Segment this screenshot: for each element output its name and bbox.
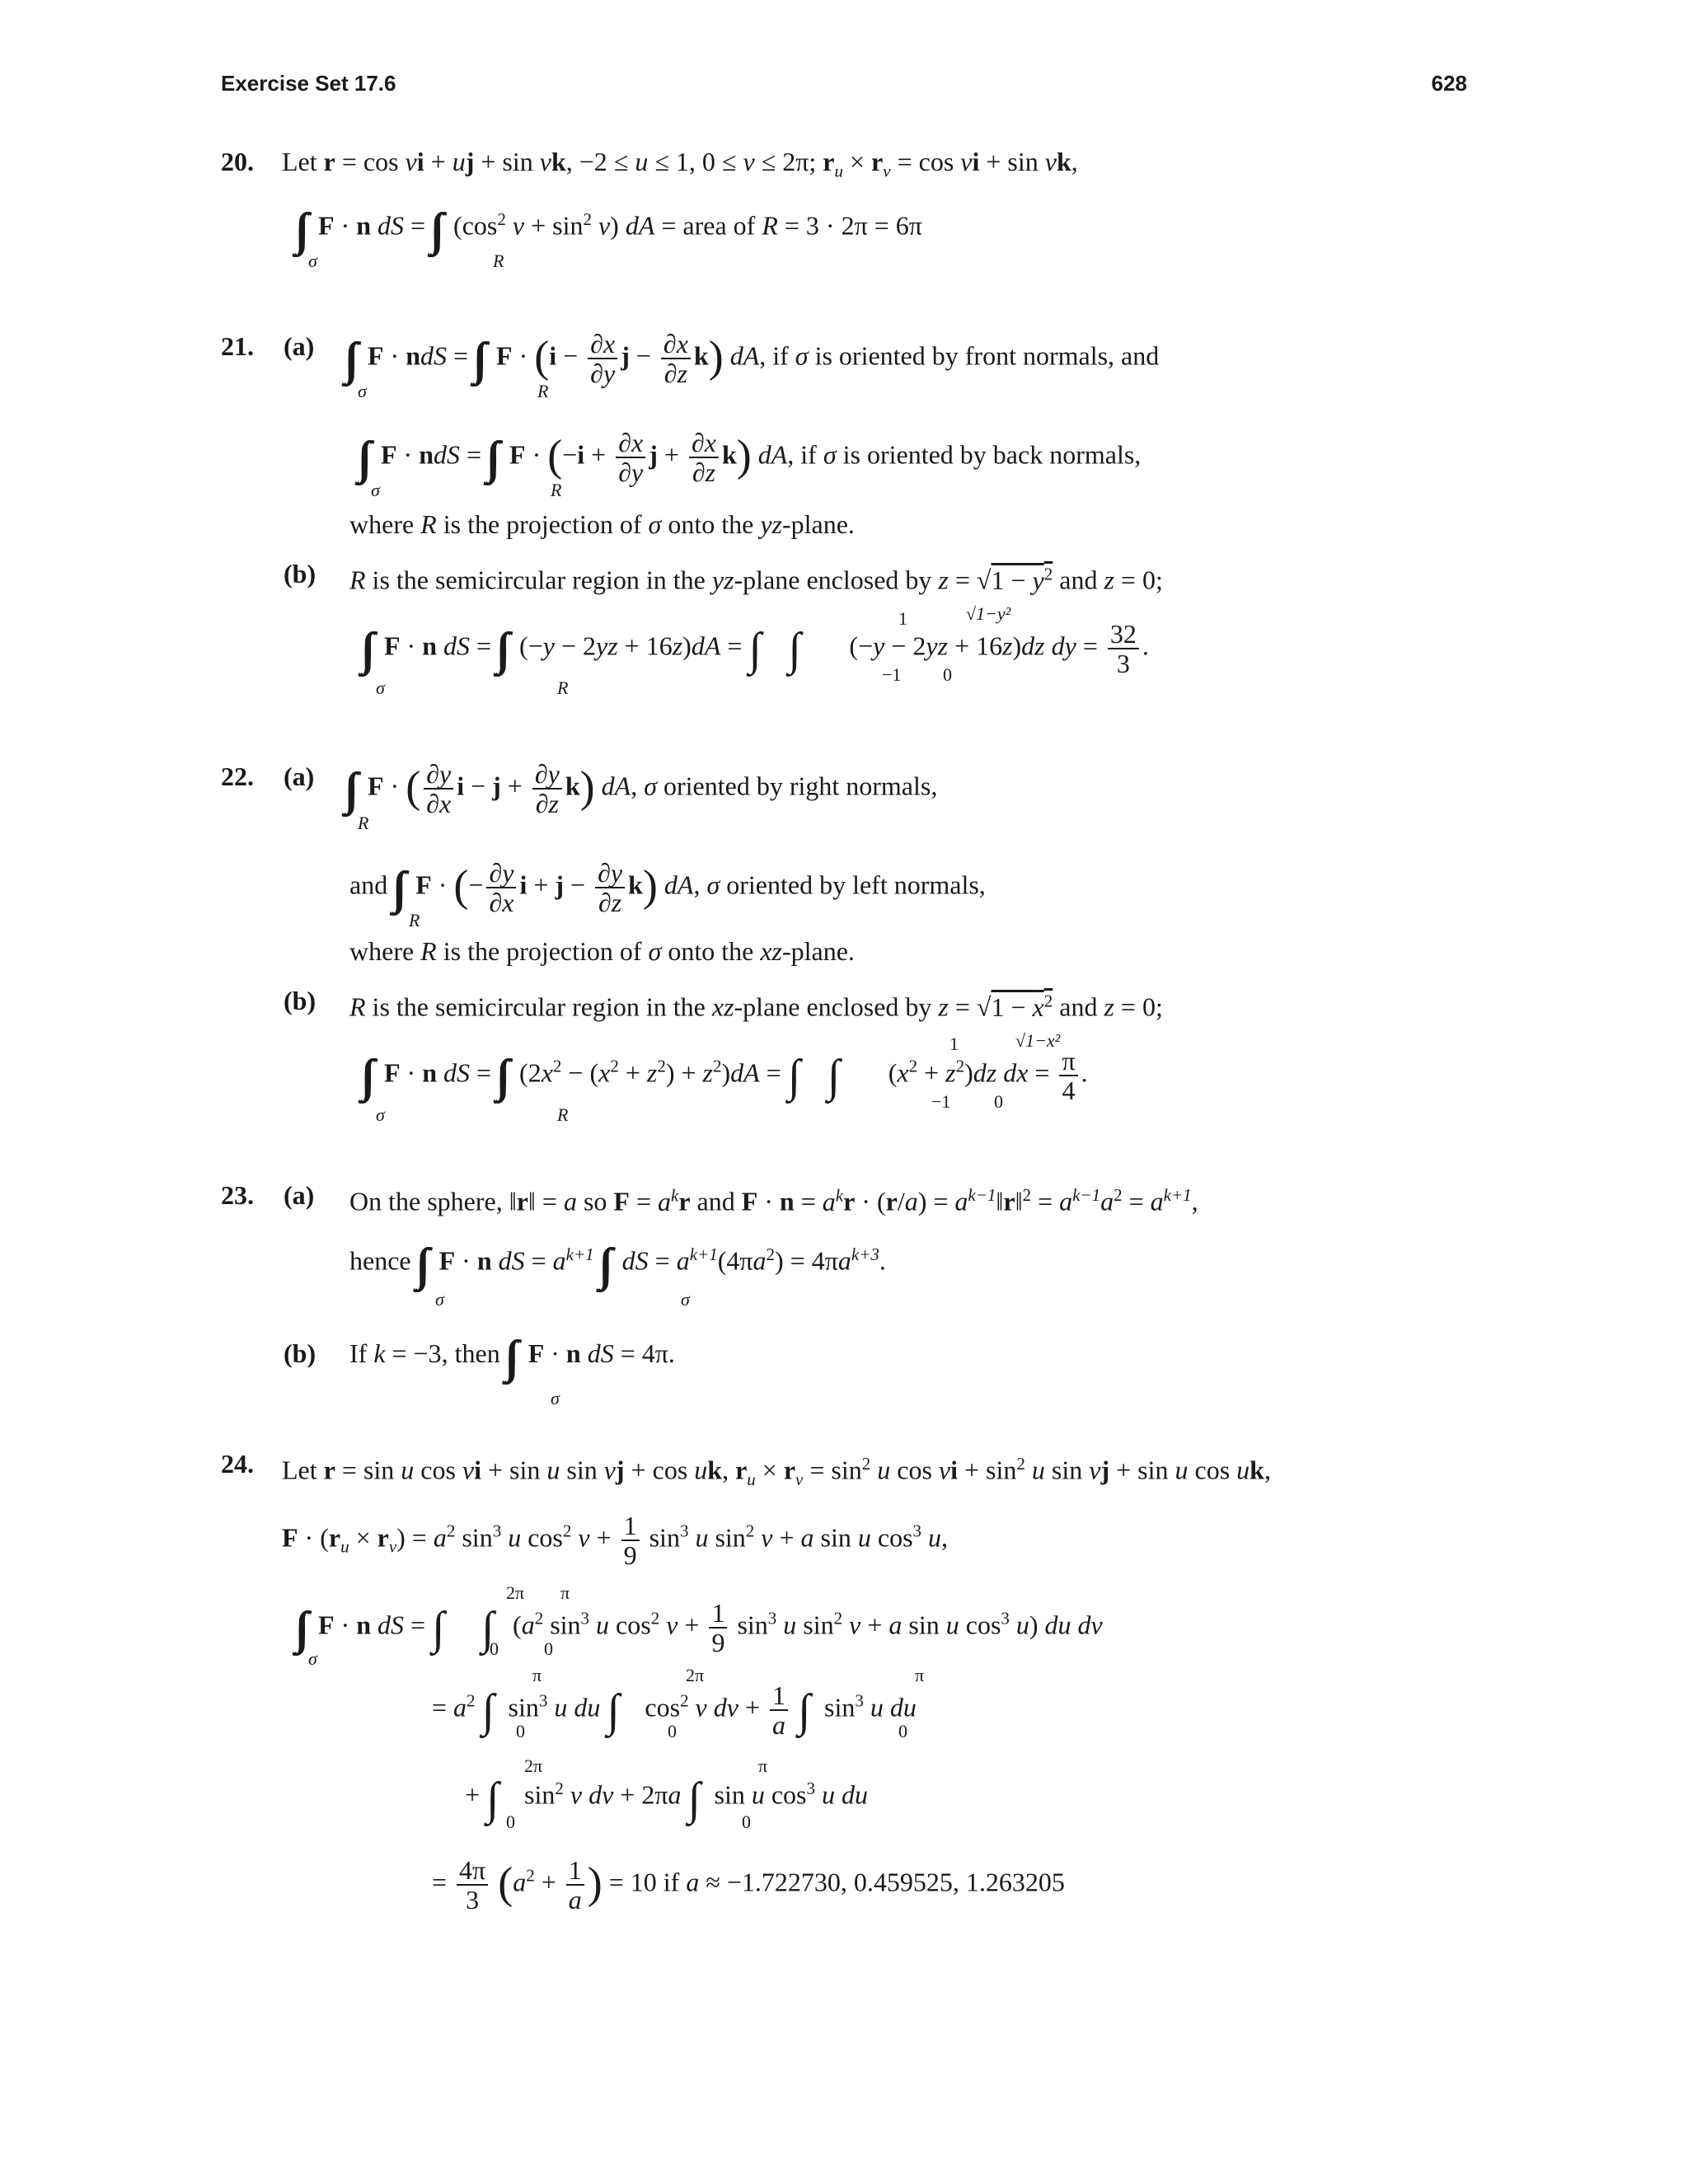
problem-21a-line-3: where R is the projection of σ onto the yz-plane. bbox=[349, 509, 855, 539]
problem-22b-label: (b) bbox=[284, 986, 316, 1015]
problem-23a-line-2: hence F · n dS = $a^{k+1}$ dS = $a^{k+1}(4\pi a^2) = 4\pi a^{k+3}$. bbox=[349, 1244, 886, 1276]
problem-21a-line-1: F · ndS = F · (i − $\frac{\partial x}{\partial y}$ j − $\frac{\partial x}{\partial z}$ k) dA, if σ is oriented by front normals, and bbox=[368, 329, 1160, 388]
problem-22a-label: (a) bbox=[284, 762, 315, 791]
problem-20-number: 20. bbox=[221, 147, 254, 176]
problem-23a-line-1: On the sphere, ‖r‖ = a so $F = a^kr$ and $F \cdot n = a^kr \cdot (r/a)$ = $a^{k-1}‖r‖^2 = a^{k-1}a^2 = a^{k+1}$, bbox=[349, 1185, 1198, 1216]
problem-24-line-4: = $a^2$ $\sin^3 u$ du $\cos^2 v$ dv + $\frac{1}{a}$ $\sin^3 u$ du bbox=[432, 1680, 917, 1740]
problem-22a-line-1: F · ( $\frac{\partial y}{\partial x}$ i − j + $\frac{\partial y}{\partial z}$ k) dA, σ oriented by right normals, bbox=[368, 759, 938, 818]
problem-22-number: 22. bbox=[221, 762, 254, 791]
problem-21b-line-1: R is the semicircular region in the yz-plane enclosed by $z = √1 - y^2$ and z = 0; bbox=[349, 564, 1163, 595]
problem-23b-line-1: If k = −3, then F · n dS = 4π. bbox=[349, 1338, 675, 1368]
problem-24-number: 24. bbox=[221, 1449, 254, 1479]
problem-21a-label: (a) bbox=[284, 331, 315, 361]
problem-22b-line-2: F · n dS = $(2x^2 - (x^2 + z^2) + z^2)dA = (x^2 + z^2)dz$ dx = $\frac{\pi}{4}$ . bbox=[384, 1046, 1088, 1105]
problem-23-number: 23. bbox=[221, 1180, 254, 1210]
problem-22b-line-1: R is the semicircular region in the xz-plane enclosed by $z = √1 - x^2$ and z = 0; bbox=[349, 991, 1163, 1022]
problem-23a-label: (a) bbox=[284, 1180, 315, 1210]
problem-23b-label: (b) bbox=[284, 1338, 316, 1368]
problem-24-line-1: Let r = sin u cos vi + sin u sin vj + cos uk, $r_u \times r_v = \sin^2 u$ cos vi + $\sin^2 u$ sin vj + sin u cos uk, bbox=[282, 1454, 1271, 1490]
problem-21-number: 21. bbox=[221, 331, 254, 361]
problem-20-line-1: Let r = cos vi + uj + sin vk, −2 ≤ u ≤ 1, 0 ≤ v ≤ 2π; $r_u \times r_v = \cos$ vi + sin vk, bbox=[282, 147, 1078, 181]
problem-21b-line-2: F · n dS = (−y − 2yz + 16z)dA = (−y − 2yz + 16z)dz dy = $\frac{32}{3}$ . bbox=[384, 619, 1149, 678]
problem-21a-line-2: F · ndS = F · (−i + $\frac{\partial x}{\partial y}$ j + $\frac{\partial x}{\partial z}$ k) dA, if σ is oriented by back normals, bbox=[381, 428, 1142, 487]
problem-20-line-2: F · n dS = ($\cos^2$ $v + \sin^2 v$) dA = area of R = 3 · 2π = 6π bbox=[318, 209, 922, 241]
problem-24-line-5: + $\sin^2 v$ dv + 2πa sin u $\cos^3 u$ du bbox=[465, 1779, 868, 1810]
problem-22a-line-3: where R is the projection of σ onto the xz-plane. bbox=[349, 936, 855, 966]
problem-24-line-2: $F \cdot (r_u \times r_v) = a^2$ $\sin^3 u$ $\cos^2 v$ + $\frac{1}{9}$ $\sin^3 u$ $\sin^2 v + a$ sin u $\cos^3 u$, bbox=[282, 1511, 949, 1570]
page-number: 628 bbox=[1431, 71, 1467, 96]
problem-21b-label: (b) bbox=[284, 559, 316, 588]
section-title: Exercise Set 17.6 bbox=[221, 71, 396, 96]
problem-22a-line-2: and F · (− $\frac{\partial y}{\partial x}$ i + j − $\frac{\partial y}{\partial z}$ k) dA, σ oriented by left normals, bbox=[349, 858, 986, 917]
problem-24-line-6: = $\frac{4\pi}{3}$ ($a^2$ + $\frac{1}{a}$ ) = 10 if a ≈ −1.722730, 0.459525, 1.263205 bbox=[432, 1855, 1065, 1915]
problem-24-line-3: F · n dS = ($a^2$ $\sin^3 u$ $\cos^2 v$ + $\frac{1}{9}$ $\sin^3 u$ $\sin^2 v + a$ sin u $\cos^3 u$) du dv bbox=[318, 1598, 1103, 1657]
